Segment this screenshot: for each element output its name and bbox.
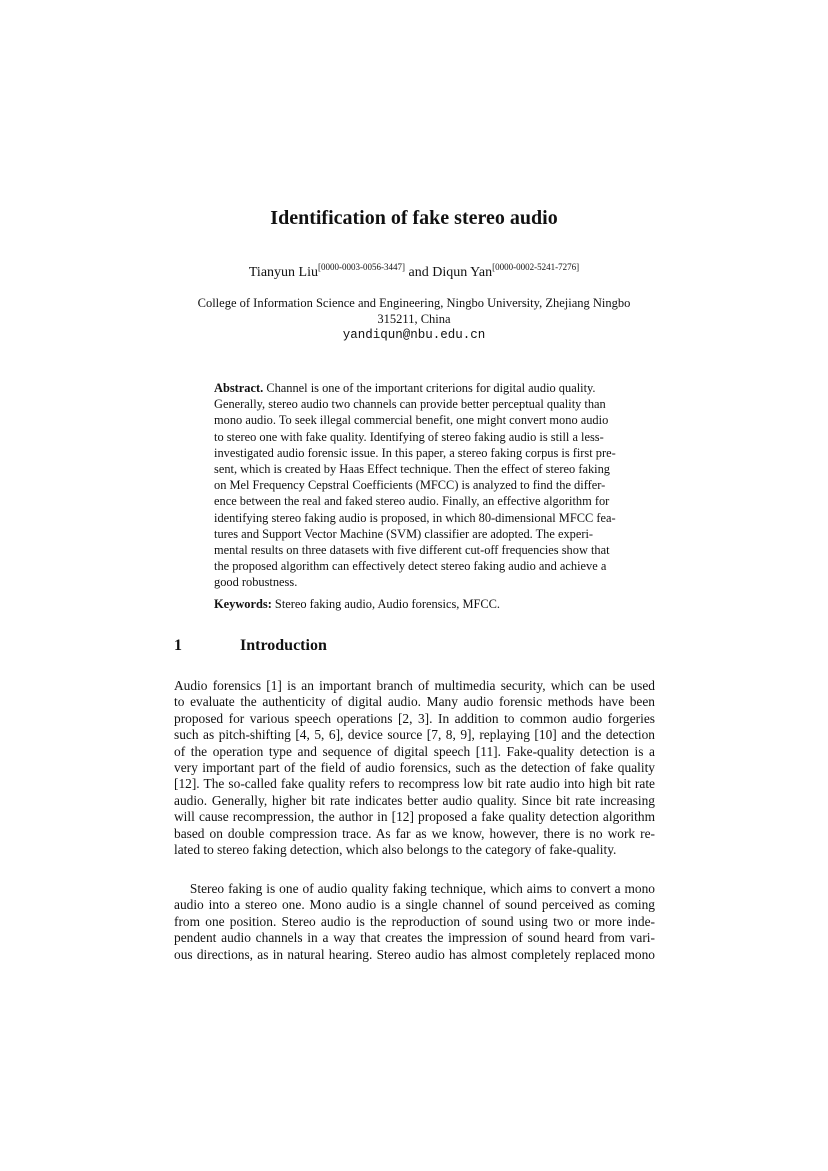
author-2-name: Diqun Yan (432, 265, 493, 280)
body-line: based on double compression trace. As far as we know, however, there is no work re- (174, 825, 655, 841)
body-line: ous directions, as in natural hearing. Stereo audio has almost completely replaced mono (174, 946, 655, 962)
abstract-label: Abstract. (214, 381, 264, 395)
abstract-line: mental results on three datasets with five different cut-off frequencies show that (214, 543, 610, 558)
section-title: Introduction (240, 637, 327, 654)
section-number: 1 (174, 637, 182, 654)
body-line: lated to stereo faking detection, which also belongs to the category of fake-quality. (174, 842, 617, 858)
affiliation (0, 295, 828, 343)
body-line: Audio forensics [1] is an important branch of multimedia security, which can be used (174, 678, 655, 693)
body-line: audio. Generally, higher bit rate indicates better audio quality. Since bit rate increasing (174, 792, 655, 808)
abstract-line: Generally, stereo audio two channels can provide better perceptual quality than (214, 397, 606, 412)
section-heading (174, 637, 327, 655)
author-1-name: Tianyun Liu (248, 265, 318, 280)
keywords (214, 597, 616, 612)
body-line: [12]. The so-called fake quality refers to recompress low bit rate audio into high bit rate (174, 776, 655, 792)
abstract (214, 380, 616, 591)
abstract-line: mono audio. To seek illegal commercial benefit, one might convert mono audio (214, 413, 609, 428)
abstract-line: Abstract. Channel is one of the important criterions for digital audio quality. (214, 381, 596, 395)
abstract-line: ence between the real and faked stereo audio. Finally, an effective algorithm for (214, 494, 610, 509)
abstract-line: the proposed algorithm can effectively detect stereo faking audio and achieve a (214, 559, 607, 574)
abstract-line: sent, which is created by Haas Effect technique. Then the effect of stereo faking (214, 462, 610, 477)
abstract-line: tures and Support Vector Machine (SVM) classifier are adopted. The experi- (214, 526, 594, 541)
author-conjunction: and (404, 265, 433, 280)
abstract-line: identifying stereo faking audio is proposed, in which 80-dimensional MFCC fea- (214, 510, 616, 525)
body-line: pendent audio channels in a way that creates the impression of sound heard from vari- (174, 930, 655, 946)
abstract-line: investigated audio forensic issue. In this paper, a stereo faking corpus is first pre- (214, 445, 616, 460)
body-line: very important part of the field of audio forensics, such as the detection of fake quality (174, 760, 655, 776)
author-email: yandiqun@nbu.edu.cn (342, 328, 486, 342)
author-2-orcid: [0000-0002-5241-7276] (492, 262, 580, 272)
body-line: Stereo faking is one of audio quality faking technique, which aims to convert a mono (174, 881, 655, 896)
body-line: audio into a stereo one. Mono audio is a single channel of sound perceived as coming (174, 897, 655, 913)
keywords-text: Stereo faking audio, Audio forensics, MFCC. (271, 597, 501, 611)
abstract-line: good robustness. (214, 575, 298, 590)
body-line: to evaluate the authenticity of digital audio. Many audio forensic methods have been (174, 694, 655, 710)
body-line: such as pitch-shifting [4, 5, 6], device source [7, 8, 9], replaying [10] and the detection (174, 727, 655, 743)
body-line: of the operation type and sequence of digital speech [11]. Fake-quality detection is a (174, 743, 655, 759)
keywords-label: Keywords: (214, 597, 272, 611)
abstract-line: to stereo one with fake quality. Identifying of stereo faking audio is still a less- (214, 429, 604, 444)
author-1-orcid: [0000-0003-0056-3447] (317, 262, 405, 272)
affiliation-line-1: College of Information Science and Engineering, Ningbo University, Zhejiang Ningbo (197, 296, 631, 310)
author-line (0, 262, 828, 281)
body-line: will cause recompression, the author in [12] proposed a fake quality detection algorithm (174, 809, 655, 825)
paragraph-1 (174, 678, 655, 858)
body-line: from one position. Stereo audio is the reproduction of sound using two or more inde- (174, 913, 655, 929)
paragraph-2 (174, 881, 655, 963)
abstract-line: on Mel Frequency Cepstral Coefficients (MFCC) is analyzed to find the differ- (214, 478, 606, 493)
affiliation-line-2: 315211, China (377, 312, 451, 326)
paper-title: Identification of fake stereo audio (270, 207, 558, 229)
body-line: proposed for various speech operations [2, 3]. In addition to common audio forgeries (174, 710, 655, 726)
